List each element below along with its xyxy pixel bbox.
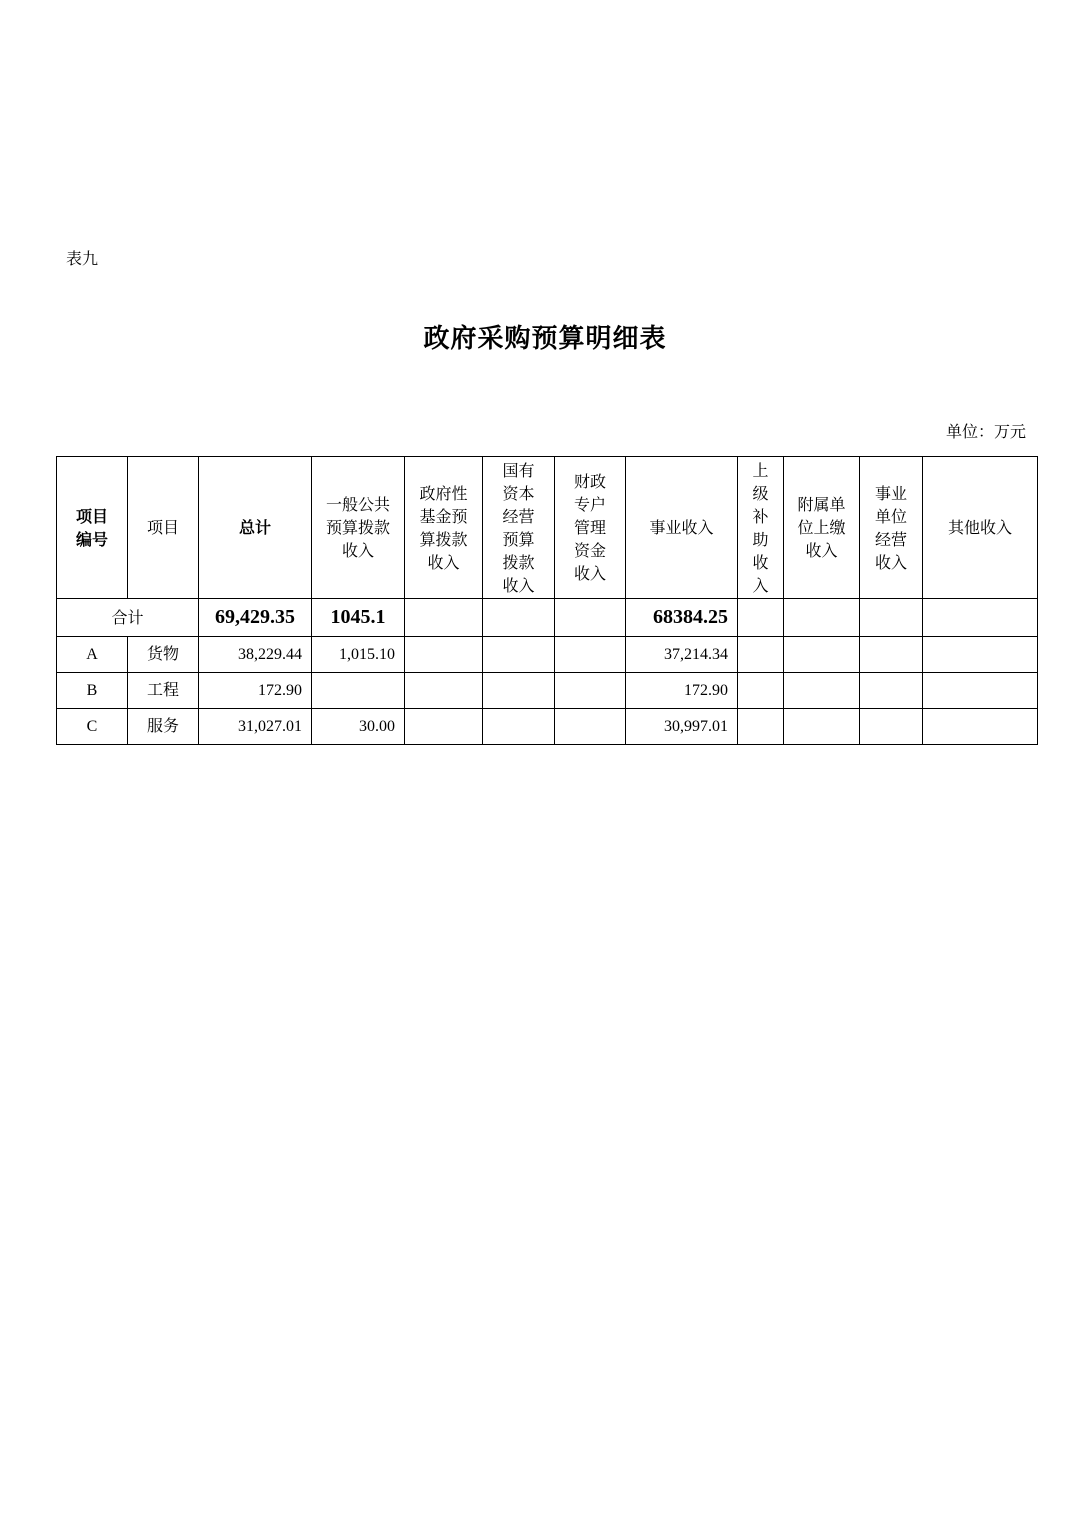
row-general-budget	[312, 673, 405, 709]
header-general-budget-text: 一般公共 预算拨款 收入	[325, 495, 390, 560]
row-total: 31,027.01	[199, 709, 312, 745]
header-fiscal-special-text: 财政 专户 管理 资金 收入	[573, 472, 606, 583]
header-general-budget	[312, 457, 405, 599]
procurement-budget-table	[56, 456, 1038, 745]
row-total: 38,229.44	[199, 637, 312, 673]
header-business-operation	[860, 457, 923, 599]
row-business-operation	[860, 637, 923, 673]
row-superior-subsidy	[738, 709, 784, 745]
row-other-income	[923, 673, 1038, 709]
total-row	[57, 599, 1038, 637]
header-project	[128, 457, 199, 599]
total-fiscal-special	[555, 599, 626, 637]
row-affiliated-remit	[784, 637, 860, 673]
header-affiliated-remit-text: 附属单 位上缴 收入	[797, 495, 846, 560]
header-gov-fund	[405, 457, 483, 599]
table-row	[57, 709, 1038, 745]
table-row	[57, 673, 1038, 709]
header-state-capital	[483, 457, 555, 599]
header-state-capital-text: 国有 资本 经营 预算 拨款 收入	[502, 460, 535, 595]
total-business-income: 68384.25	[626, 599, 738, 637]
row-gov-fund	[405, 673, 483, 709]
row-affiliated-remit	[784, 673, 860, 709]
row-superior-subsidy	[738, 637, 784, 673]
table-number-label: 表九	[66, 249, 99, 268]
total-total: 69,429.35	[199, 599, 312, 637]
row-affiliated-remit	[784, 709, 860, 745]
row-code: C	[57, 709, 128, 745]
header-superior-subsidy	[738, 457, 784, 599]
header-total-text: 总计	[238, 518, 271, 537]
table-header-row	[57, 457, 1038, 599]
row-general-budget: 1,015.10	[312, 637, 405, 673]
row-business-operation	[860, 709, 923, 745]
total-gov-fund	[405, 599, 483, 637]
row-item: 工程	[128, 673, 199, 709]
row-business-income: 37,214.34	[626, 637, 738, 673]
row-business-income: 30,997.01	[626, 709, 738, 745]
row-state-capital	[483, 637, 555, 673]
header-business-operation-text: 事业 单位 经营 收入	[874, 483, 907, 572]
row-gov-fund	[405, 637, 483, 673]
header-project-code-text: 项目 编号	[75, 506, 108, 549]
header-project-code	[57, 457, 128, 599]
total-business-operation	[860, 599, 923, 637]
total-label: 合计	[57, 599, 199, 637]
total-general-budget: 1045.1	[312, 599, 405, 637]
total-affiliated-remit	[784, 599, 860, 637]
row-code: A	[57, 637, 128, 673]
row-general-budget: 30.00	[312, 709, 405, 745]
row-total: 172.90	[199, 673, 312, 709]
row-fiscal-special	[555, 709, 626, 745]
row-item: 服务	[128, 709, 199, 745]
row-superior-subsidy	[738, 673, 784, 709]
total-state-capital	[483, 599, 555, 637]
row-other-income	[923, 637, 1038, 673]
row-state-capital	[483, 673, 555, 709]
total-other-income	[923, 599, 1038, 637]
header-other-income	[923, 457, 1038, 599]
row-code: B	[57, 673, 128, 709]
document-title: 政府采购预算明细表	[423, 324, 667, 354]
row-other-income	[923, 709, 1038, 745]
row-state-capital	[483, 709, 555, 745]
header-fiscal-special	[555, 457, 626, 599]
row-business-income: 172.90	[626, 673, 738, 709]
header-project-text: 项目	[146, 518, 179, 537]
row-gov-fund	[405, 709, 483, 745]
header-business-income-text: 事业收入	[649, 518, 714, 537]
row-fiscal-special	[555, 673, 626, 709]
header-total	[199, 457, 312, 599]
header-gov-fund-text: 政府性 基金预 算拨款 收入	[419, 483, 468, 572]
header-business-income	[626, 457, 738, 599]
header-affiliated-remit	[784, 457, 860, 599]
row-item: 货物	[128, 637, 199, 673]
unit-label: 单位：万元	[945, 422, 1026, 441]
header-superior-subsidy-text: 上 级 补 助 收 入	[752, 460, 769, 595]
table-row	[57, 637, 1038, 673]
row-fiscal-special	[555, 637, 626, 673]
header-other-income-text: 其他收入	[947, 518, 1012, 537]
row-business-operation	[860, 673, 923, 709]
total-superior-subsidy	[738, 599, 784, 637]
